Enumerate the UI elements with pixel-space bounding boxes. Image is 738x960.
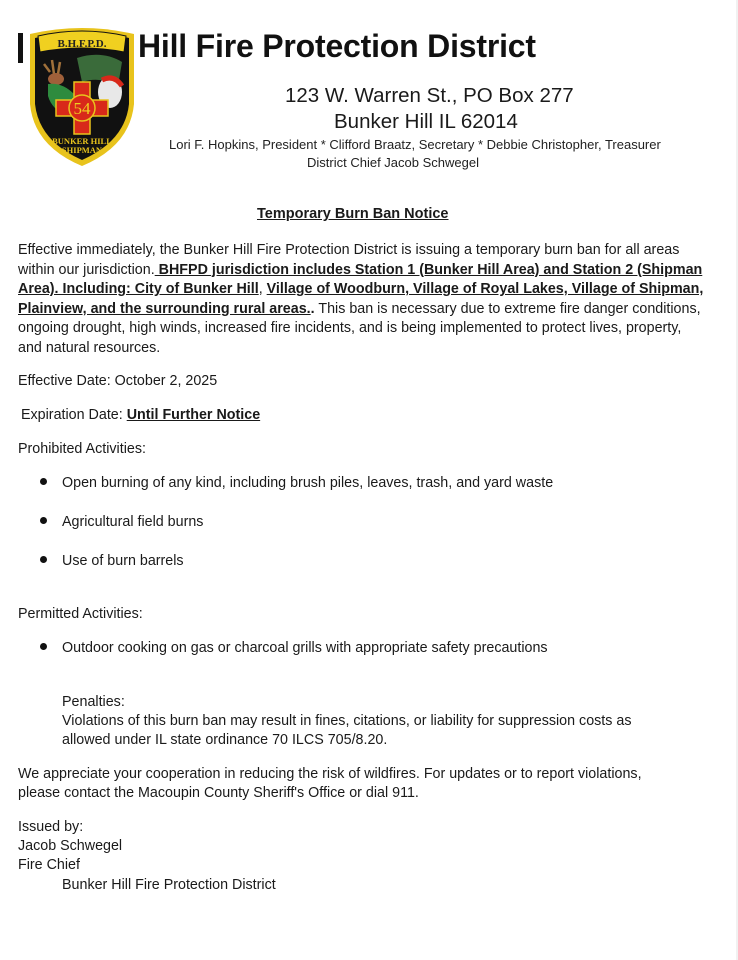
expiration-label: Expiration Date: <box>21 407 127 423</box>
bullet-icon <box>40 556 47 563</box>
bullet-icon <box>40 643 47 650</box>
jurisdiction-text-1: BHFPD jurisdiction includes Station 1 (Bunker Hill Area) and Station 2 (Shipman Area). Including: City of Bunker Hill <box>18 261 703 297</box>
prohibited-label: Prohibited Activities: <box>18 441 146 457</box>
prohibited-item <box>40 553 184 569</box>
penalties-label: Penalties: <box>62 694 125 710</box>
issued-by-label: Issued by: <box>18 819 84 835</box>
intro-text: Effective immediately, the Bunker Hill Fire Protection District is issuing a temporary burn ban for all areas within our jurisdiction. <box>18 242 680 278</box>
intro-paragraph <box>18 241 708 358</box>
svg-text:BUNKER HILL: BUNKER HILL <box>52 136 112 146</box>
closing-line-2: please contact the Macoupin County Sheriff's Office or dial 911. <box>18 785 419 801</box>
address-line-1: 123 W. Warren St., PO Box 277 <box>285 84 574 107</box>
svg-text:54: 54 <box>73 99 91 118</box>
notice-heading: Temporary Burn Ban Notice <box>257 206 449 222</box>
closing-line-1: We appreciate your cooperation in reducing the risk of wildfires. For updates or to report violations, <box>18 766 642 782</box>
issuer-title: Fire Chief <box>18 857 80 873</box>
effective-date: Effective Date: October 2, 2025 <box>18 373 218 389</box>
district-chief-line: District Chief Jacob Schwegel <box>307 155 479 170</box>
prohibited-item-text: Agricultural field burns <box>62 514 204 530</box>
issuer-name: Jacob Schwegel <box>18 838 123 854</box>
officers-line: Lori F. Hopkins, President * Clifford Braatz, Secretary * Debbie Christopher, Treasurer <box>169 137 661 152</box>
penalties-line-2: allowed under IL state ordinance 70 ILCS 705/8.20. <box>62 732 388 748</box>
permitted-item-text: Outdoor cooking on gas or charcoal grills with appropriate safety precautions <box>62 640 548 656</box>
bullet-icon <box>40 517 47 524</box>
prohibited-item <box>40 514 203 530</box>
issuer-organization: Bunker Hill Fire Protection District <box>62 877 276 893</box>
prohibited-item-text: Open burning of any kind, including brush piles, leaves, trash, and yard waste <box>62 475 554 491</box>
expiration-date <box>21 407 260 423</box>
prohibited-item <box>40 475 553 491</box>
permitted-label: Permitted Activities: <box>18 606 143 622</box>
intro-comma: , <box>258 281 267 297</box>
expiration-value: Until Further Notice <box>126 407 261 423</box>
permitted-item <box>40 640 548 656</box>
intro-reason-text: This ban is necessary due to extreme fire danger conditions, ongoing drought, high winds, increased fire incidents, and is being implemented to protect lives, property, and natural resources. <box>18 300 701 356</box>
jurisdiction-text-2: Village of Woodburn, Village of Royal Lakes, Village of Shipman, Plainview, and the surrounding rural areas. <box>18 281 704 317</box>
intro-period: . <box>310 300 315 317</box>
fire-district-logo-icon <box>22 24 142 168</box>
address-line-2: Bunker Hill IL 62014 <box>334 110 518 133</box>
bullet-icon <box>40 478 47 485</box>
prohibited-item-text: Use of burn barrels <box>62 553 184 569</box>
district-title: Hill Fire Protection District <box>138 28 536 64</box>
svg-text:SHIPMAN: SHIPMAN <box>61 145 103 155</box>
svg-text:B.H.F.P.D.: B.H.F.P.D. <box>57 38 107 50</box>
penalties-line-1: Violations of this burn ban may result in fines, citations, or liability for suppression costs as <box>62 713 632 729</box>
